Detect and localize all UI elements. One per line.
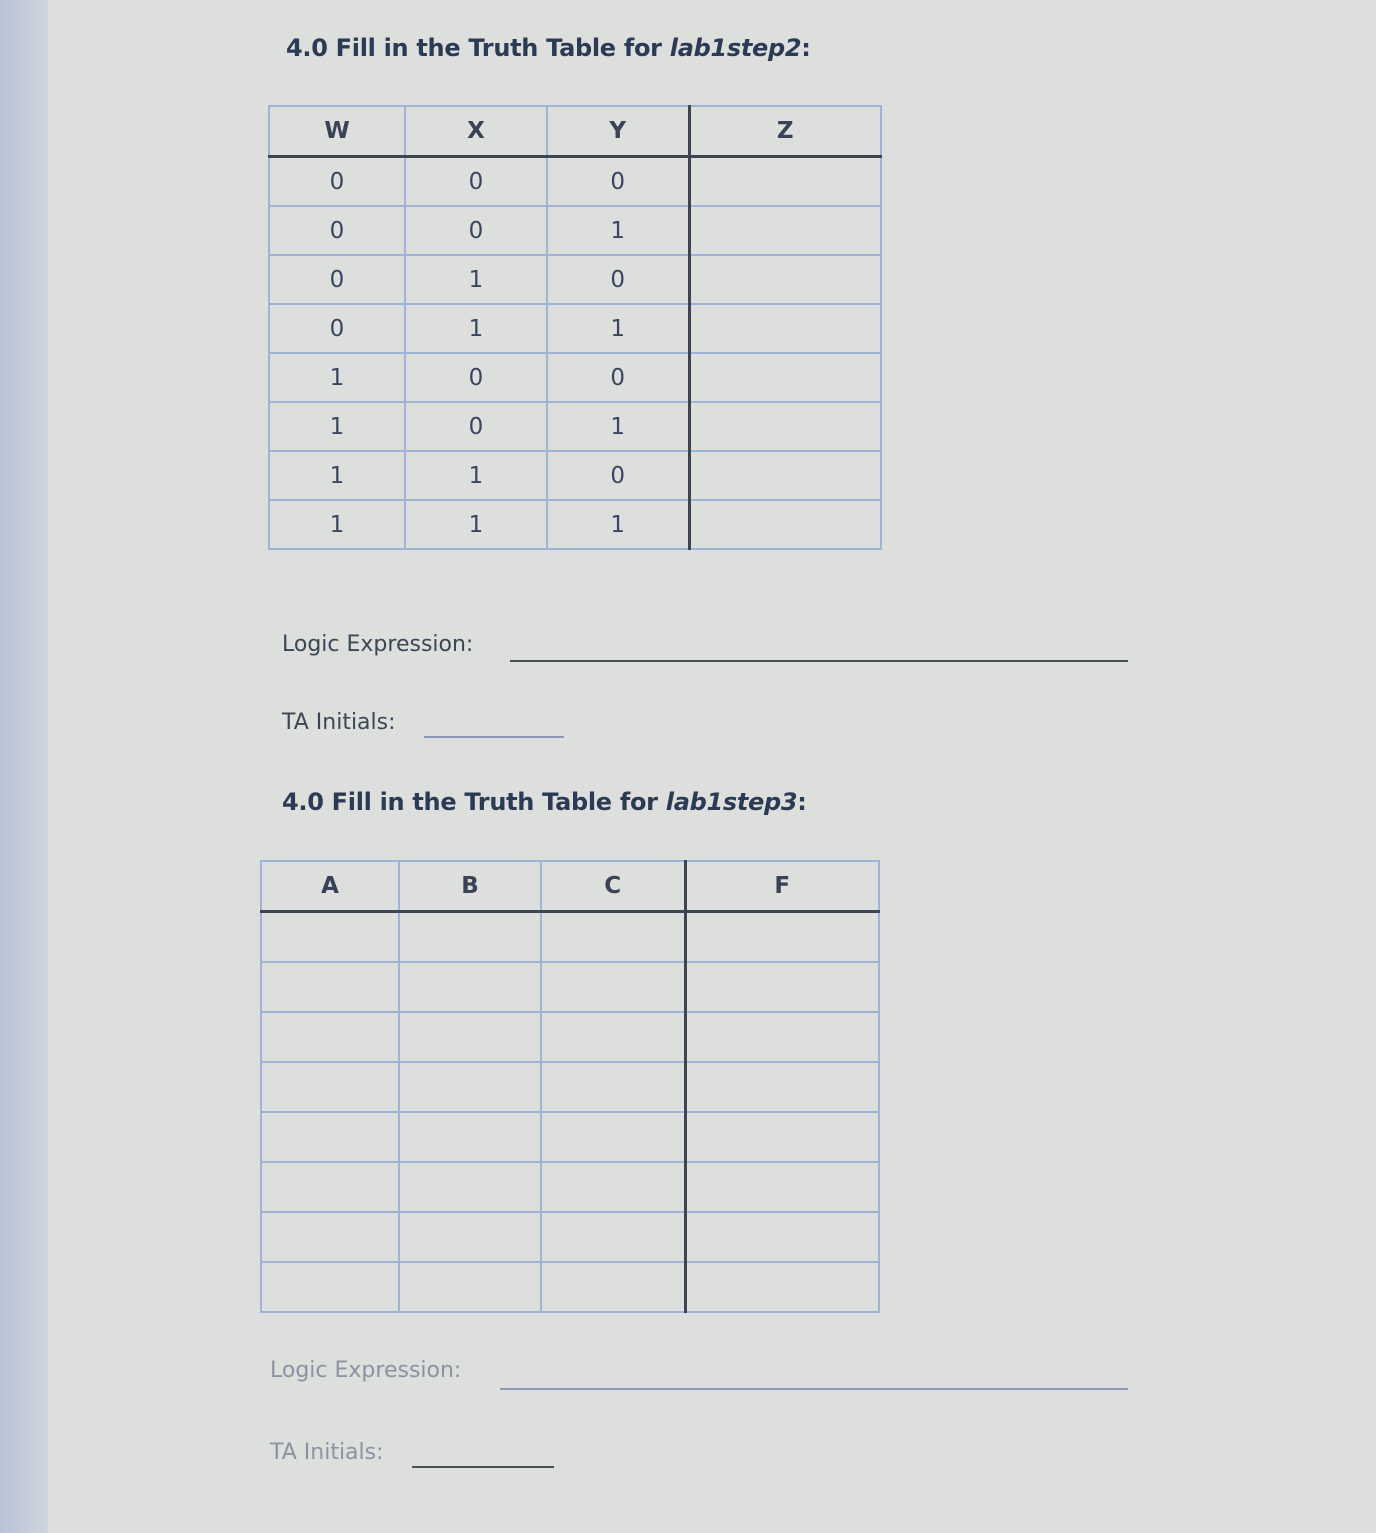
input-cell: 0 — [547, 157, 689, 207]
table-row — [261, 1112, 879, 1162]
ta-initials-label-2: TA Initials: — [270, 1440, 384, 1465]
section1-title-prefix: 4.0 Fill in the Truth Table for — [286, 34, 670, 62]
input-cell: 0 — [547, 451, 689, 500]
input-cell: 1 — [547, 402, 689, 451]
section2-title — [282, 788, 807, 816]
table-row — [269, 402, 881, 451]
input-cell[interactable] — [541, 1112, 685, 1162]
output-cell[interactable] — [689, 304, 881, 353]
input-cell[interactable] — [261, 1062, 399, 1112]
input-cell: 0 — [269, 304, 405, 353]
logic-expression-field-2[interactable] — [500, 1388, 1128, 1390]
output-cell[interactable] — [689, 353, 881, 402]
table-row — [269, 255, 881, 304]
table-row — [261, 1062, 879, 1112]
section1-title — [286, 34, 811, 62]
table-row — [269, 500, 881, 549]
input-cell[interactable] — [541, 912, 685, 963]
table-row — [269, 353, 881, 402]
header-cell: A — [261, 861, 399, 912]
ta-initials-label: TA Initials: — [282, 710, 396, 735]
output-cell[interactable] — [685, 912, 879, 963]
input-cell[interactable] — [399, 1212, 541, 1262]
input-cell[interactable] — [261, 962, 399, 1012]
header-cell: C — [541, 861, 685, 912]
output-cell[interactable] — [689, 500, 881, 549]
output-cell[interactable] — [689, 451, 881, 500]
input-cell[interactable] — [541, 1062, 685, 1112]
input-cell: 1 — [405, 304, 547, 353]
section2-title-suffix: : — [797, 788, 807, 816]
output-cell[interactable] — [689, 255, 881, 304]
input-cell[interactable] — [261, 1012, 399, 1062]
section2-title-name: lab1step3 — [665, 788, 798, 816]
input-cell: 0 — [269, 206, 405, 255]
input-cell: 0 — [547, 353, 689, 402]
output-cell[interactable] — [685, 1012, 879, 1062]
logic-expression-label: Logic Expression: — [282, 632, 474, 657]
input-cell[interactable] — [399, 912, 541, 963]
ta-initials-field[interactable] — [424, 736, 564, 738]
output-cell[interactable] — [685, 1262, 879, 1312]
table-row — [261, 1012, 879, 1062]
table-row — [269, 304, 881, 353]
section1-title-suffix: : — [801, 34, 811, 62]
table-header-row — [269, 106, 881, 157]
header-cell: X — [405, 106, 547, 157]
input-cell: 0 — [405, 206, 547, 255]
input-cell[interactable] — [541, 1012, 685, 1062]
logic-expression-field[interactable] — [510, 660, 1128, 662]
table-row — [261, 912, 879, 963]
table-row — [269, 451, 881, 500]
input-cell: 0 — [405, 353, 547, 402]
truth-table-lab1step2 — [268, 105, 882, 550]
input-cell: 1 — [269, 402, 405, 451]
input-cell: 1 — [269, 353, 405, 402]
section1-title-name: lab1step2 — [669, 34, 802, 62]
table-row — [261, 962, 879, 1012]
table-row — [261, 1262, 879, 1312]
output-cell[interactable] — [689, 206, 881, 255]
page-edge-shadow — [0, 0, 48, 1533]
input-cell: 1 — [405, 500, 547, 549]
section2-title-prefix: 4.0 Fill in the Truth Table for — [282, 788, 666, 816]
input-cell[interactable] — [261, 1262, 399, 1312]
input-cell[interactable] — [399, 1162, 541, 1212]
input-cell: 1 — [405, 255, 547, 304]
input-cell: 1 — [547, 206, 689, 255]
table-row — [261, 1162, 879, 1212]
input-cell: 1 — [269, 500, 405, 549]
input-cell: 0 — [269, 255, 405, 304]
header-cell: Z — [689, 106, 881, 157]
truth-table-lab1step3 — [260, 860, 880, 1313]
output-cell[interactable] — [685, 962, 879, 1012]
output-cell[interactable] — [689, 157, 881, 207]
input-cell: 1 — [269, 451, 405, 500]
output-cell[interactable] — [685, 1162, 879, 1212]
input-cell[interactable] — [541, 1162, 685, 1212]
input-cell: 0 — [547, 255, 689, 304]
input-cell[interactable] — [261, 1112, 399, 1162]
table-row — [269, 206, 881, 255]
input-cell[interactable] — [399, 962, 541, 1012]
header-cell: Y — [547, 106, 689, 157]
input-cell[interactable] — [399, 1012, 541, 1062]
output-cell[interactable] — [685, 1062, 879, 1112]
output-cell[interactable] — [685, 1112, 879, 1162]
input-cell[interactable] — [541, 1262, 685, 1312]
output-cell[interactable] — [689, 402, 881, 451]
input-cell: 0 — [405, 402, 547, 451]
input-cell[interactable] — [399, 1112, 541, 1162]
input-cell: 1 — [547, 500, 689, 549]
table-row — [261, 1212, 879, 1262]
input-cell[interactable] — [261, 1212, 399, 1262]
input-cell: 1 — [405, 451, 547, 500]
logic-expression-label-2: Logic Expression: — [270, 1358, 462, 1383]
table-header-row — [261, 861, 879, 912]
input-cell[interactable] — [261, 912, 399, 963]
header-cell: B — [399, 861, 541, 912]
input-cell: 0 — [269, 157, 405, 207]
input-cell: 1 — [547, 304, 689, 353]
ta-initials-field-2[interactable] — [412, 1466, 554, 1468]
input-cell[interactable] — [399, 1062, 541, 1112]
input-cell[interactable] — [541, 1212, 685, 1262]
input-cell[interactable] — [541, 962, 685, 1012]
input-cell[interactable] — [399, 1262, 541, 1312]
header-cell: F — [685, 861, 879, 912]
header-cell: W — [269, 106, 405, 157]
output-cell[interactable] — [685, 1212, 879, 1262]
table-row — [269, 157, 881, 207]
input-cell: 0 — [405, 157, 547, 207]
input-cell[interactable] — [261, 1162, 399, 1212]
